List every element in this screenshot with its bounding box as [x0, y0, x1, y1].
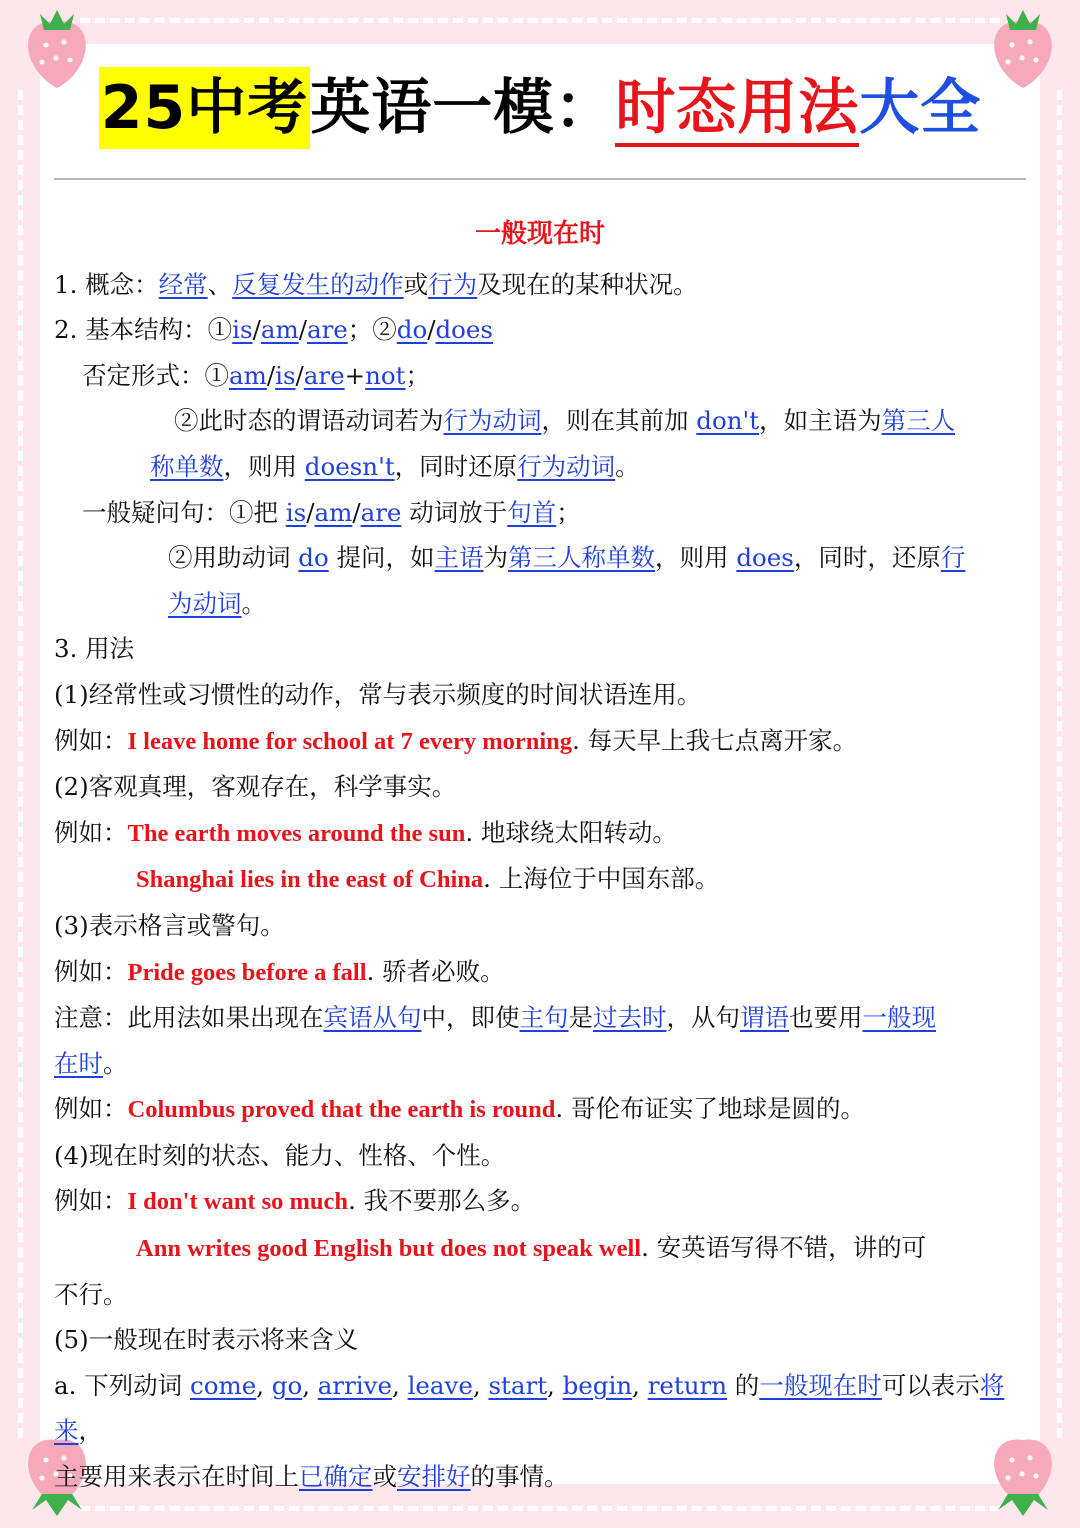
usage-4: (4)现在时刻的状态、能力、性格、个性。: [54, 1140, 506, 1170]
negative-form-rule: ②此时态的谓语动词若为行为动词，则在其前加 don't，如主语为第三人: [174, 406, 956, 436]
right-dashed-border: [1057, 90, 1062, 1438]
top-dashed-border: [80, 18, 1000, 23]
usage-3: (3)表示格言或警句。: [54, 910, 285, 940]
note-line-cont: 在时。: [54, 1048, 128, 1078]
title-divider: [54, 178, 1026, 180]
example-7: Ann writes good English but does not speak well. 安英语写得不错，讲的可: [136, 1233, 927, 1263]
document-body: [54, 212, 1026, 1500]
title-red: 时态用法: [615, 73, 859, 147]
example-1: 例如：I leave home for school at 7 every morning. 每天早上我七点离开家。: [54, 725, 858, 755]
bottom-dashed-border: [80, 1506, 1000, 1511]
example-6: 例如：I don't want so much. 我不要那么多。: [54, 1186, 536, 1216]
usage-heading: 3. 用法: [54, 634, 135, 664]
verbs-line: a. 下列动词 come, go, arrive, leave, start, begin, return 的一般现在时可以表示将来，: [54, 1370, 1005, 1446]
question-rule: ②用助动词 do 提问，如主语为第三人称单数，则用 does，同时，还原行: [168, 543, 966, 573]
example-4: 例如：Pride goes before a fall. 骄者必败。: [54, 956, 505, 986]
example-3: Shanghai lies in the east of China. 上海位于中国东部。: [136, 864, 720, 894]
example-7-cont: 不行。: [54, 1279, 128, 1309]
title-middle: 英语一模：: [310, 73, 616, 143]
page-title: [0, 60, 1080, 146]
negative-form-line: 否定形式：①am/is/are+not；: [82, 360, 431, 390]
verbs-line-cont: 主要用来表示在时间上已确定或安排好的事情。: [54, 1462, 569, 1492]
note-line: 注意：此用法如果出现在宾语从句中，即使主句是过去时，从句谓语也要用一般现: [54, 1003, 936, 1033]
usage-2: (2)客观真理，客观存在，科学事实。: [54, 772, 457, 802]
example-2: 例如：The earth moves around the sun. 地球绕太阳转动。: [54, 817, 677, 847]
usage-1: (1)经常性或习惯性的动作，常与表示频度的时间状语连用。: [54, 679, 702, 709]
example-5: 例如：Columbus proved that the earth is round. 哥伦布证实了地球是圆的。: [54, 1094, 865, 1124]
concept-line: 1. 概念：经常、反复发生的动作或行为及现在的某种状况。: [54, 269, 698, 299]
left-dashed-border: [18, 90, 23, 1438]
question-line: 一般疑问句：①把 is/am/are 动词放于句首；: [82, 497, 581, 527]
title-highlight: 25中考: [99, 67, 311, 149]
structure-line: 2. 基本结构：①is/am/are；②do/does: [54, 315, 494, 345]
usage-5: (5)一般现在时表示将来含义: [54, 1325, 359, 1355]
section-title: 一般现在时: [474, 219, 605, 249]
negative-form-rule-cont: 称单数，则用 doesn't，同时还原行为动词。: [150, 451, 640, 481]
title-blue: 大全: [859, 73, 982, 143]
question-rule-cont: 为动词。: [168, 588, 266, 618]
